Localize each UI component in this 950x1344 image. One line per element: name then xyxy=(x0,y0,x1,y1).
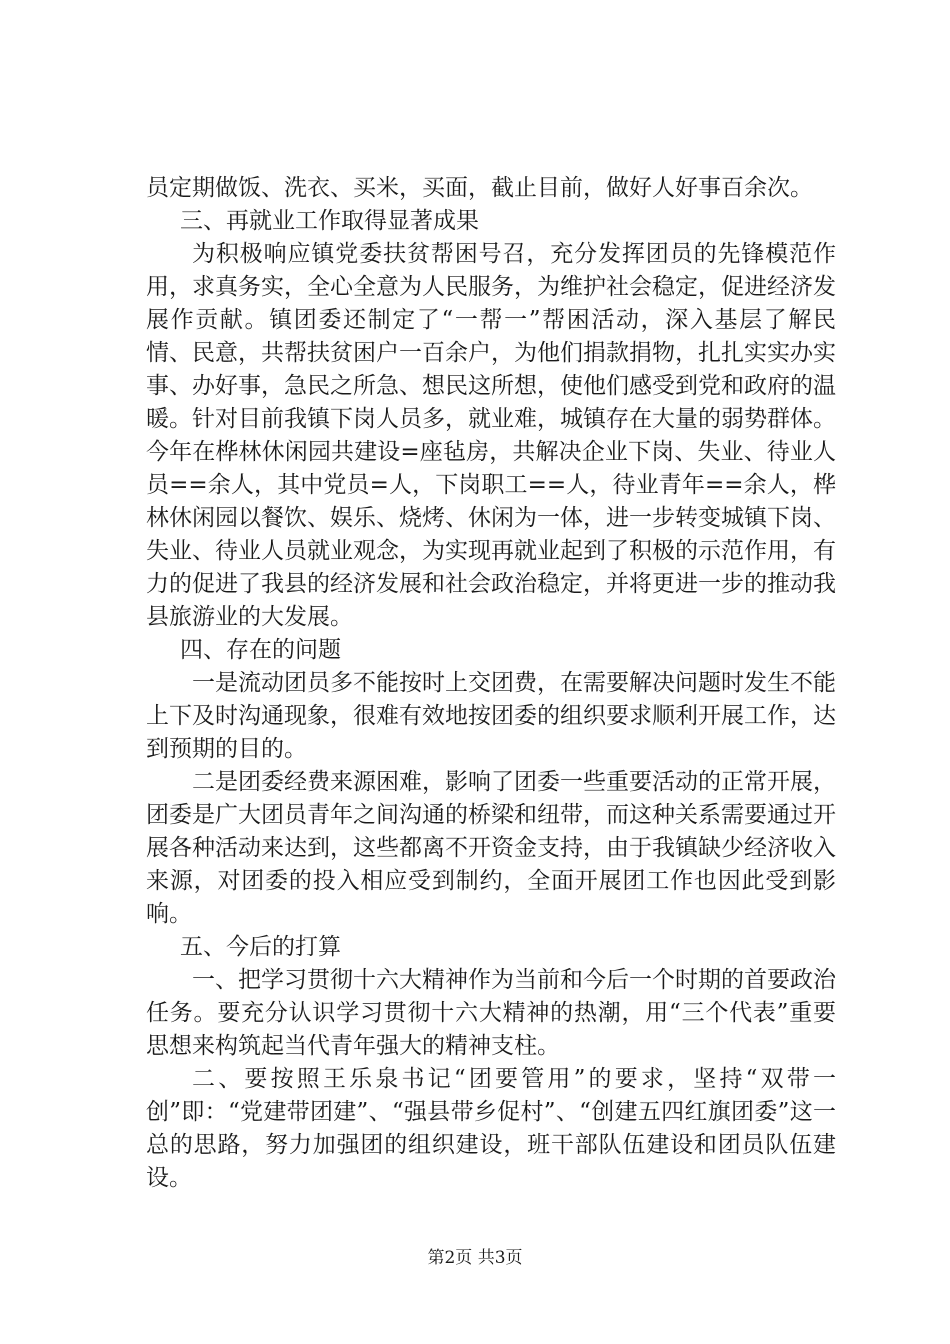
section-heading-four: 四、存在的问题 xyxy=(180,637,341,663)
document-body xyxy=(146,172,836,1195)
page-number-footer: 第2页 共3页 xyxy=(427,1248,523,1268)
paragraph-plan-one: 一、把学习贯彻十六大精神作为当前和今后一个时期的首要政治任务。要充分认识学习贯彻十六大精神的热潮，用“三个代表”重要思想来构筑起当代青年强大的精神支柱。 xyxy=(146,967,836,1059)
paragraph-continuation: 员定期做饭、洗衣、买米，买面，截止目前，做好人好事百余次。 xyxy=(146,175,813,201)
paragraph-reemployment: 为积极响应镇党委扶贫帮困号召，充分发挥团员的先锋模范作用，求真务实，全心全意为人民服务，为维护社会稳定，促进经济发展作贡献。镇团委还制定了“一帮一”帮困活动，深入基层了解民情、民意，共帮扶贫困户一百余户，为他们捐款捐物，扎扎实实办实事、办好事，急民之所急、想民这所想，使他们感受到党和政府的温暖。针对目前我镇下岗人员多，就业难，城镇存在大量的弱势群体。今年在桦林休闲园共建设=座毡房，共解决企业下岗、失业、待业人员==余人，其中党员=人，下岗职工==人，待业青年==余人，桦林休闲园以餐饮、娱乐、烧烤、休闲为一体，进一步转变城镇下岗、失业、待业人员就业观念，为实现再就业起到了积极的示范作用，有力的促进了我县的经济发展和社会政治稳定，并将更进一步的推动我县旅游业的大发展。 xyxy=(146,241,836,630)
paragraph-problem-one: 一是流动团员多不能按时上交团费，在需要解决问题时发生不能上下及时沟通现象，很难有效地按团委的组织要求顺利开展工作，达到预期的目的。 xyxy=(146,670,836,762)
paragraph-plan-two: 二、要按照王乐泉书记“团要管用”的要求，坚持“双带一创”即：“党建带团建”、“强县带乡促村”、“创建五四红旗团委”这一总的思路，努力加强团的组织建设，班干部队伍建设和团员队伍建设。 xyxy=(146,1066,836,1191)
section-heading-three: 三、再就业工作取得显著成果 xyxy=(180,208,479,234)
paragraph-problem-two: 二是团委经费来源困难，影响了团委一些重要活动的正常开展，团委是广大团员青年之间沟通的桥梁和纽带，而这种关系需要通过开展各种活动来达到，这些都离不开资金支持，由于我镇缺少经济收入来源，对团委的投入相应受到制约，全面开展团工作也因此受到影响。 xyxy=(146,769,836,927)
section-heading-five: 五、今后的打算 xyxy=(180,934,341,960)
